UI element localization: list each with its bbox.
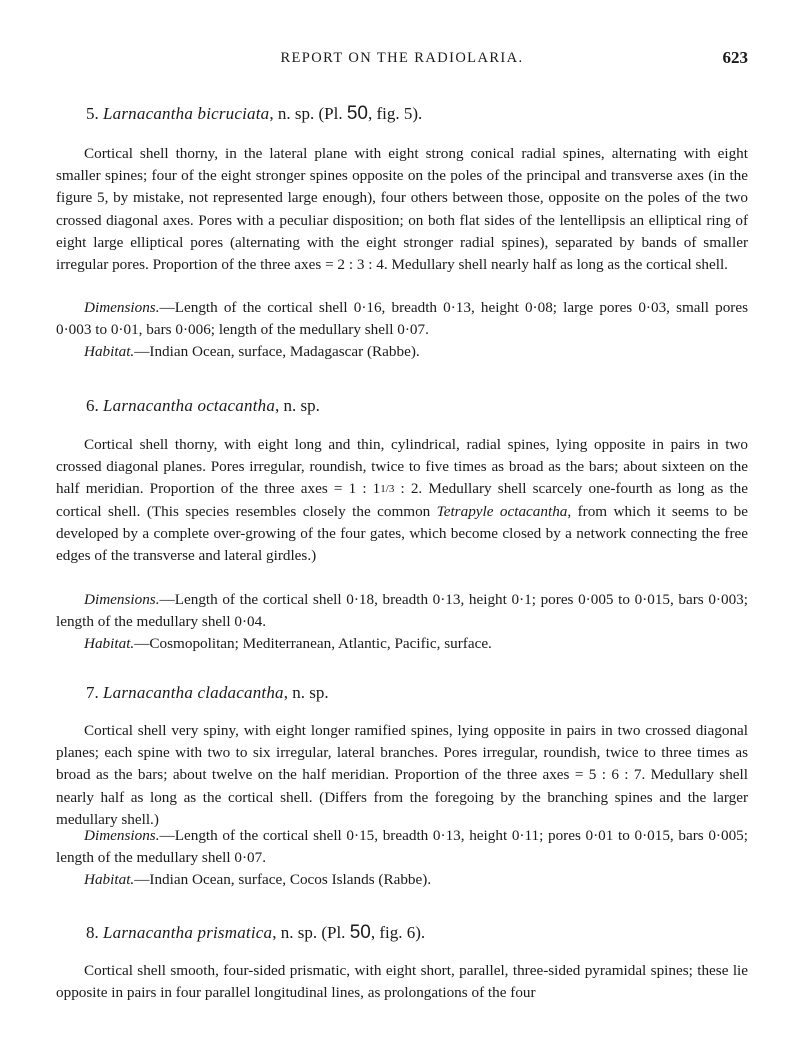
species-suffix: , n. sp.	[283, 683, 329, 702]
species-heading	[86, 396, 320, 416]
dimensions-paragraph	[56, 825, 748, 869]
plate-ref-open: (Pl.	[321, 923, 346, 942]
dimensions-label: Dimensions.	[84, 827, 160, 844]
dimensions-paragraph	[56, 589, 748, 633]
species-name: Larnacantha cladacantha	[103, 683, 284, 702]
species-heading	[86, 683, 329, 703]
dimensions-label: Dimensions.	[84, 591, 160, 608]
habitat-text: —Cosmopolitan; Mediterranean, Atlantic, Pacific, surface.	[134, 635, 492, 652]
species-heading	[86, 103, 422, 125]
species-number: 8.	[86, 923, 99, 942]
species-heading	[86, 922, 425, 944]
species-description	[56, 434, 748, 567]
plate-ref-close: , fig. 5).	[367, 104, 423, 123]
habitat-text: —Indian Ocean, surface, Madagascar (Rabbe).	[134, 343, 420, 360]
description-part: Cortical shell thorny, with eight long and thin, cylindrical, radial spines, lying opposite in pairs in two crossed diagonal planes. Pores irregular, roundish, twice to five times as broad as the bars; about sixteen on the half meridian. Proportion of the three axes = 1 : 1	[56, 436, 748, 498]
species-name: Larnacantha bicruciata	[103, 104, 270, 123]
species-number: 7.	[86, 683, 99, 702]
habitat-text: —Indian Ocean, surface, Cocos Islands (Rabbe).	[134, 871, 432, 888]
plate-ref-open: (Pl.	[318, 104, 343, 123]
dimensions-text: —Length of the cortical shell 0·16, breadth 0·13, height 0·08; large pores 0·03, small pores 0·003 to 0·01, bars 0·006; length of the medullary shell 0·07.	[56, 299, 748, 339]
species-description: Cortical shell very spiny, with eight longer ramified spines, lying opposite in pairs in two crossed diagonal planes; each spine with two to six irregular, lateral branches. Pores irregular, roundish, twice to three times as broad as the bars; about twelve on the half meridian. Proportion of the three axes = 5 : 6 : 7. Medullary shell nearly half as long as the cortical shell. (Differs from the foregoing by the branching spines and the larger medullary shell.)	[56, 722, 748, 828]
running-title: REPORT ON THE RADIOLARIA.	[280, 50, 524, 66]
dimensions-paragraph	[56, 297, 748, 341]
habitat-label: Habitat.	[84, 343, 135, 360]
species-name: Larnacantha octacantha	[103, 396, 276, 415]
dimensions-text: —Length of the cortical shell 0·15, breadth 0·13, height 0·11; pores 0·01 to 0·015, bars 0·005; length of the medullary shell 0·07.	[56, 827, 748, 867]
species-description: Cortical shell thorny, in the lateral plane with eight strong conical radial spines, alternating with eight smaller spines; four of the eight stronger spines opposite on the poles of the principal and transverse axes (in the figure 5, by mistake, not represented large enough), four others between those, opposite on the poles of the two crossed diagonal axes. Pores with a peculiar disposition; on both flat sides of the lentellipsis an elliptical ring of eight large elliptical pores (alternating with the eight stronger radial spines), separated by bands of smaller irregular pores. Proportion of the three axes = 2 : 3 : 4. Medullary shell nearly half as long as the cortical shell.	[56, 145, 748, 274]
habitat-paragraph	[56, 869, 748, 891]
plate-number: 50	[346, 103, 368, 124]
species-number: 5.	[86, 104, 99, 123]
plate-ref-close: , fig. 6).	[370, 923, 426, 942]
page-header	[56, 48, 748, 72]
dimensions-label: Dimensions.	[84, 299, 160, 316]
species-name: Larnacantha prismatica	[103, 923, 273, 942]
fraction: 1/3	[380, 483, 395, 496]
description-part: : 2. Medullary shell scarcely one-fourth as long as the cortical shell. (This species resembles closely the common	[56, 480, 749, 520]
habitat-label: Habitat.	[84, 871, 135, 888]
species-suffix: , n. sp.	[275, 396, 320, 415]
page-number: 623	[722, 48, 748, 67]
dimensions-text: —Length of the cortical shell 0·18, breadth 0·13, height 0·1; pores 0·005 to 0·015, bars 0·003; length of the medullary shell 0·04.	[56, 591, 748, 631]
species-suffix: , n. sp.	[269, 104, 315, 123]
habitat-paragraph	[56, 341, 748, 363]
habitat-paragraph	[56, 633, 748, 655]
species-number: 6.	[86, 396, 99, 415]
reference-species: Tetrapyle octacantha	[436, 502, 568, 520]
plate-number: 50	[349, 922, 371, 943]
species-description: Cortical shell smooth, four-sided prismatic, with eight short, parallel, three-sided pyramidal spines; these lie opposite in pairs in four parallel longitudinal lines, as prolongations of the four	[56, 962, 748, 1002]
habitat-label: Habitat.	[84, 635, 135, 652]
description-part: , from which it seems to be developed by a complete over-growing of the four gates, which become closed by a network connecting the free edges of the transverse and lateral girdles.)	[56, 502, 748, 565]
species-suffix: , n. sp.	[272, 923, 318, 942]
